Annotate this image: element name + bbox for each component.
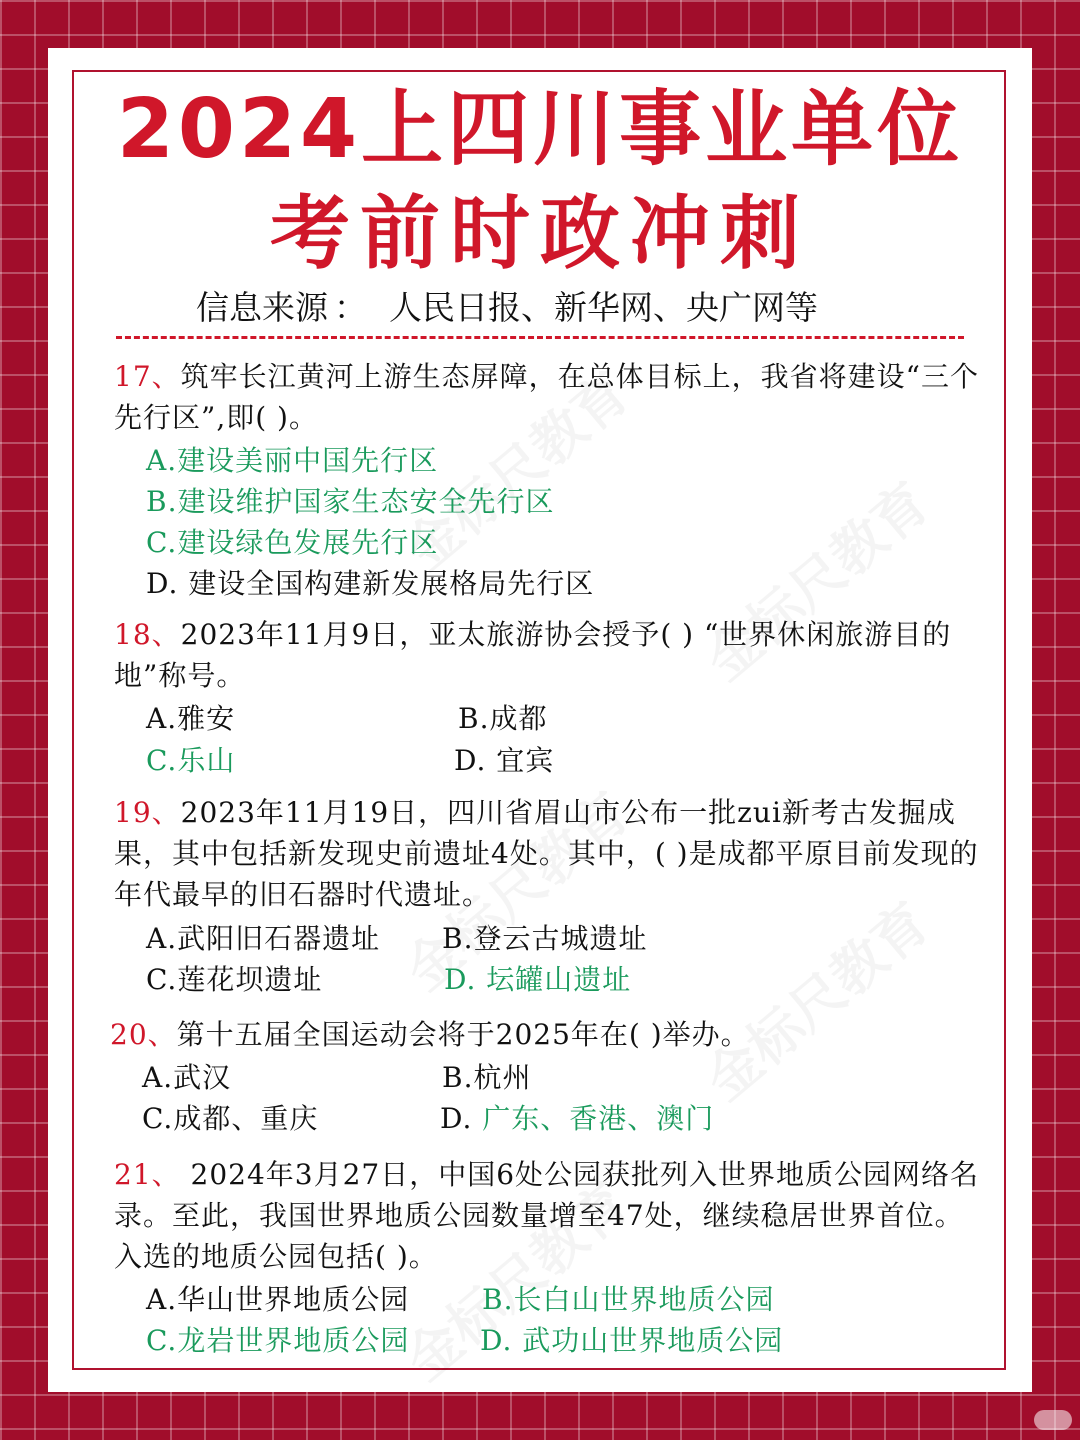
question-number: 20、 — [110, 1018, 177, 1051]
option-b: B.成都 — [458, 702, 548, 735]
option-d: D. 坛罐山遗址 — [444, 963, 632, 996]
question-20 — [110, 1014, 982, 1055]
option-c: C.乐山 — [146, 744, 236, 777]
option-c: C.龙岩世界地质公园 — [146, 1324, 410, 1357]
page-subtitle: 考前时政冲刺 — [270, 187, 810, 280]
question-17 — [114, 356, 986, 438]
question-number: 18、 — [114, 618, 181, 651]
question-number: 21、 — [114, 1158, 181, 1191]
option-c: C.成都、重庆 — [142, 1102, 319, 1135]
option-c: C.建设绿色发展先行区 — [146, 526, 439, 559]
option-a: A.建设美丽中国先行区 — [146, 444, 439, 477]
dashed-divider — [116, 336, 964, 339]
option-d — [440, 1098, 714, 1139]
option-b: B.登云古城遗址 — [442, 922, 648, 955]
question-text: 2024年3月27日，中国6处公园获批列入世界地质公园网络名录。至此，我国世界地质公园数量增至47处，继续稳居世界首位。入选的地质公园包括( )。 — [114, 1158, 980, 1273]
option-d-prefix: D. — [440, 1102, 483, 1135]
option-c: C.莲花坝遗址 — [146, 963, 323, 996]
option-b: B.长白山世界地质公园 — [482, 1283, 775, 1316]
option-d: D. 宜宾 — [454, 744, 555, 777]
question-text: 筑牢长江黄河上游生态屏障，在总体目标上，我省将建设“三个先行区”,即( )。 — [114, 360, 979, 434]
question-text: 2023年11月19日，四川省眉山市公布一批zui新考古发掘成果，其中包括新发现史前遗址4处。其中，( )是成都平原目前发现的年代最早的旧石器时代遗址。 — [114, 796, 979, 911]
option-d-answer: 广东、香港、澳门 — [482, 1102, 715, 1135]
option-d: D. 建设全国构建新发展格局先行区 — [146, 567, 595, 600]
option-b: B.杭州 — [442, 1061, 532, 1094]
option-a: A.华山世界地质公园 — [146, 1283, 410, 1316]
source-value: 人民日报、新华网、央广网等 — [389, 288, 818, 327]
option-a: A.雅安 — [146, 702, 236, 735]
question-18 — [114, 614, 986, 696]
option-a: A.武阳旧石器遗址 — [146, 922, 381, 955]
source-label: 信息来源 — [196, 288, 328, 327]
page-title: 2024上四川事业单位 — [116, 82, 964, 177]
source-separator: ： — [334, 288, 367, 327]
source-line — [196, 282, 818, 329]
question-21 — [114, 1154, 986, 1277]
question-text: 第十五届全国运动会将于2025年在( )举办。 — [176, 1018, 750, 1051]
corner-badge — [1034, 1410, 1072, 1430]
option-a: A.武汉 — [142, 1061, 232, 1094]
question-text: 2023年11月9日，亚太旅游协会授予( ) “世界休闲旅游目的地”称号。 — [114, 618, 952, 692]
question-19 — [114, 792, 986, 915]
question-number: 19、 — [114, 796, 181, 829]
question-number: 17、 — [114, 360, 181, 393]
option-b: B.建设维护国家生态安全先行区 — [146, 485, 555, 518]
option-d: D. 武功山世界地质公园 — [480, 1324, 784, 1357]
